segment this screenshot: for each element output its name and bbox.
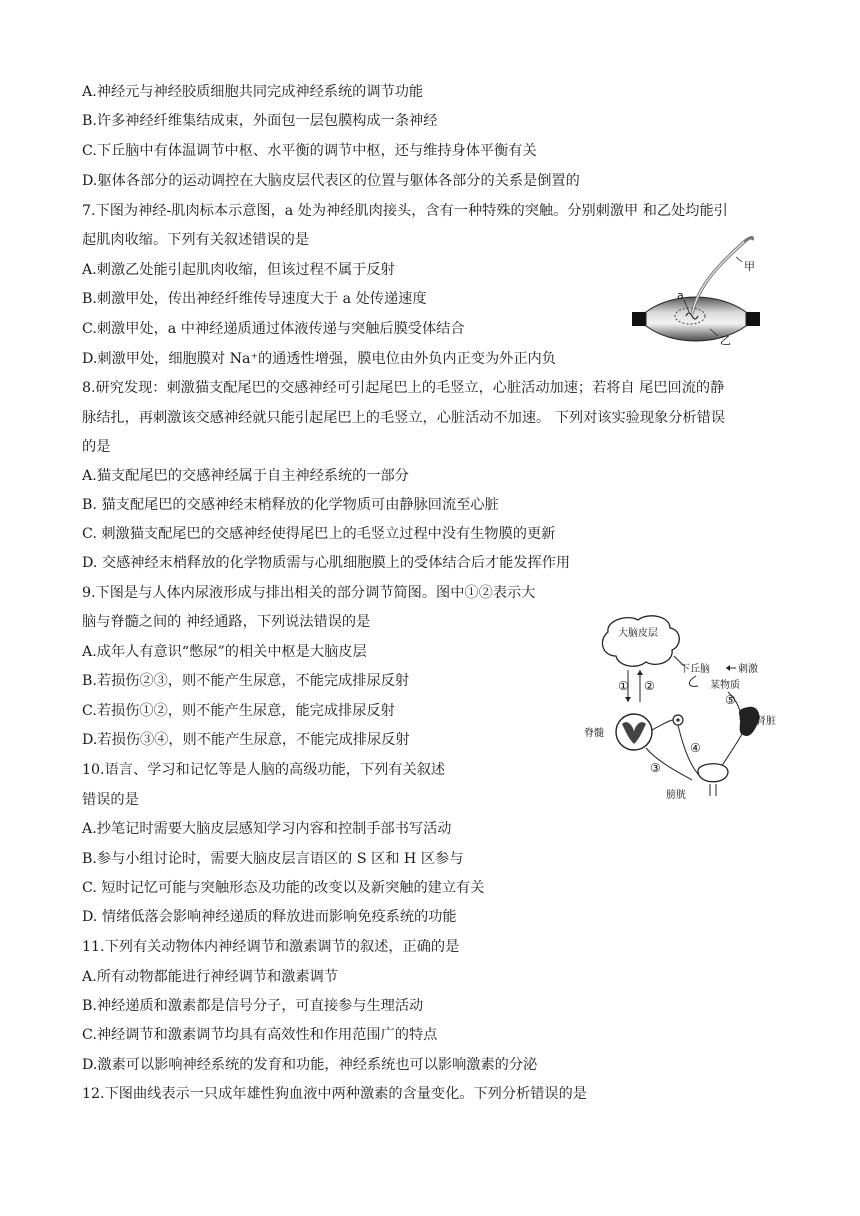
label-stimulus: 刺激 — [738, 664, 758, 675]
q8-stem-line-1: 8.研究发现：刺激猫支配尾巴的交感神经可引起尾巴上的毛竖立，心脏活动加速；若将自 尾巴回流的静 — [82, 380, 725, 396]
label-n1: ① — [618, 679, 629, 693]
q9-option-b: B.若损伤②③，则不能产生尿意，不能完成排尿反射 — [82, 673, 410, 689]
q7-stem-line-2: 起肌肉收缩。下列有关叙述错误的是 — [82, 232, 310, 248]
q12-stem: 12.下图曲线表示一只成年雄性狗血液中两种激素的含量变化。下列分析错误的是 — [82, 1086, 587, 1102]
label-cortex: 大脑皮层 — [618, 628, 658, 639]
label-kidney: 肾脏 — [756, 716, 776, 727]
q11-option-d: D.激素可以影响神经系统的发育和功能，神经系统也可以影响激素的分泌 — [82, 1057, 538, 1073]
bladder-shape — [698, 764, 728, 782]
q7-option-b: B.刺激甲处，传出神经纤维传导速度大于 a 处传递速度 — [82, 291, 427, 307]
label-yi: 乙 — [720, 334, 731, 347]
q7-stem-line-1: 7.下图为神经-肌肉标本示意图，a 处为神经肌肉接头，含有一种特殊的突触。分别刺激甲 和乙处均能引 — [82, 203, 728, 219]
nerve-muscle-figure — [628, 232, 778, 350]
q8-option-c: C. 刺激猫支配尾巴的交感神经使得尾巴上的毛竖立过程中没有生物膜的更新 — [82, 526, 556, 542]
label-hypothalamus: 下丘脑 — [680, 664, 710, 675]
label-spinal: 脊髓 — [584, 728, 604, 739]
q8-option-b: B. 猫支配尾巴的交感神经末梢释放的化学物质可由静脉回流至心脏 — [82, 497, 499, 513]
urination-regulation-figure — [578, 612, 788, 802]
q10-option-d: D. 情绪低落会影响神经递质的释放进而影响免疫系统的功能 — [82, 909, 457, 925]
q9-stem-line-1: 9.下图是与人体内尿液形成与排出相关的部分调节简图。图中①②表示大 — [82, 585, 536, 601]
label-n5: ⑤ — [725, 693, 736, 707]
tendon-right — [746, 312, 760, 326]
q6-option-a: A.神经元与神经胶质细胞共同完成神经系统的调节功能 — [82, 84, 424, 100]
cortex-shape — [602, 616, 679, 666]
q7-option-a: A.刺激乙处能引起肌肉收缩，但该过程不属于反射 — [82, 262, 395, 278]
label-n2: ② — [644, 679, 655, 693]
q9-option-c: C.若损伤①②，则不能产生尿意，能完成排尿反射 — [82, 703, 395, 719]
q6-option-c: C.下丘脑中有体温调节中枢、水平衡的调节中枢，还与维持身体平衡有关 — [82, 143, 537, 159]
q9-option-a: A.成年人有意识“憋尿”的相关中枢是大脑皮层 — [82, 644, 367, 660]
q9-stem-line-2: 脑与脊髓之间的 神经通路，下列说法错误的是 — [82, 614, 371, 630]
label-jia: 甲 — [744, 260, 755, 273]
q10-option-a: A.抄笔记时需要大脑皮层感知学习内容和控制手部书写活动 — [82, 821, 452, 837]
q11-option-b: B.神经递质和激素都是信号分子，可直接参与生理活动 — [82, 998, 424, 1014]
label-a: a — [677, 289, 684, 302]
q6-option-d: D.躯体各部分的运动调控在大脑皮层代表区的位置与躯体各部分的关系是倒置的 — [82, 173, 580, 189]
label-substance: 某物质 — [710, 680, 740, 691]
q6-option-b: B.许多神经纤维集结成束，外面包一层包膜构成一条神经 — [82, 113, 438, 129]
q10-option-b: B.参与小组讨论时，需要大脑皮层言语区的 S 区和 H 区参与 — [82, 851, 464, 867]
q11-option-c: C.神经调节和激素调节均具有高效性和作用范围广的特点 — [82, 1027, 438, 1043]
q10-stem-line-1: 10.语言、学习和记忆等是人脑的高级功能，下列有关叙述 — [82, 762, 446, 778]
q8-stem-line-3: 的是 — [82, 439, 111, 455]
q9-option-d: D.若损伤③④，则不能产生尿意，不能完成排尿反射 — [82, 732, 410, 748]
q8-stem-line-2: 脉结扎，再刺激该交感神经就只能引起尾巴上的毛竖立，心脏活动不加速。 下列对该实验现象分析错误 — [82, 410, 725, 426]
q8-option-d: D. 交感神经末梢释放的化学物质需与心肌细胞膜上的受体结合后才能发挥作用 — [82, 555, 571, 571]
q10-stem-line-2: 错误的是 — [82, 792, 139, 808]
tendon-left — [632, 312, 646, 326]
q11-option-a: A.所有动物都能进行神经调节和激素调节 — [82, 969, 338, 985]
q11-stem: 11.下列有关动物体内神经调节和激素调节的叙述，正确的是 — [82, 939, 460, 955]
label-n4: ④ — [690, 741, 701, 755]
label-bladder: 膀胱 — [666, 790, 686, 801]
q10-option-c: C. 短时记忆可能与突触形态及功能的改变以及新突触的建立有关 — [82, 880, 485, 896]
q8-option-a: A.猫支配尾巴的交感神经属于自主神经系统的一部分 — [82, 468, 409, 484]
q7-option-c: C.刺激甲处，a 中神经递质通过体液传递与突触后膜受体结合 — [82, 321, 465, 337]
label-n3: ③ — [650, 761, 661, 775]
q7-option-d: D.刺激甲处，细胞膜对 Na⁺的通透性增强，膜电位由外负内正变为外正内负 — [82, 351, 556, 367]
